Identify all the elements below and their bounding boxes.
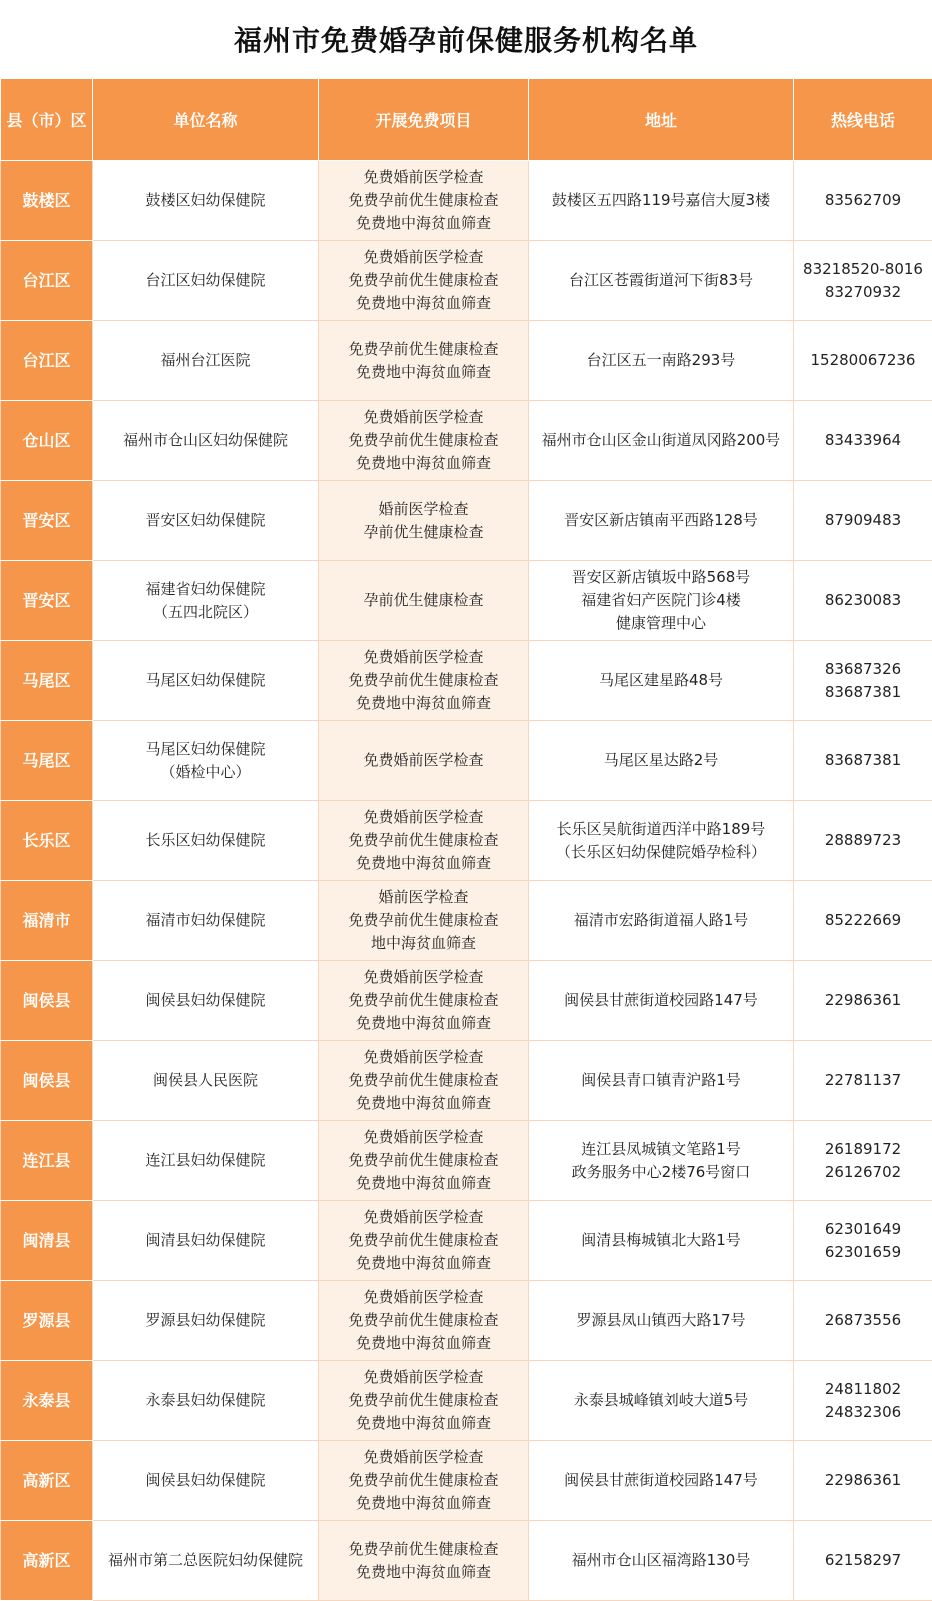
- address-line: 连江县凤城镇文笔路1号: [581, 1139, 741, 1158]
- district-cell: 高新区: [1, 1521, 93, 1601]
- district-cell: 鼓楼区: [1, 161, 93, 241]
- table-row: [1, 321, 932, 401]
- free-items-line: 婚前医学检查: [378, 499, 469, 518]
- address-cell: [529, 321, 794, 401]
- free-items-line: 免费地中海贫血筛查: [355, 1494, 491, 1512]
- district-cell: 闽侯县: [1, 961, 93, 1041]
- free-items-line: 免费地中海贫血筛查: [355, 854, 491, 872]
- unit-name-line: 福州市第二总医院妇幼保健院: [107, 1551, 303, 1569]
- hotline-line: 87909483: [824, 511, 902, 529]
- free-items-cell: [319, 1521, 529, 1601]
- table-row: [1, 641, 932, 721]
- table-row: [1, 721, 932, 801]
- header-address: 地址: [529, 79, 794, 161]
- district-cell: 福清市: [1, 881, 93, 961]
- table-row: [1, 1441, 932, 1521]
- free-items-cell: [319, 561, 529, 641]
- address-cell: [529, 961, 794, 1041]
- hotline-line: 24832306: [824, 1402, 902, 1421]
- free-items-line: 免费婚前医学检查: [363, 408, 484, 426]
- free-items-line: 免费地中海贫血筛查: [355, 362, 491, 381]
- free-items-line: 免费孕前优生健康检查: [348, 991, 499, 1009]
- hotline-line: 83687326: [824, 659, 902, 678]
- district-cell: 马尾区: [1, 641, 93, 721]
- unit-name-line: 闽侯县人民医院: [152, 1071, 258, 1089]
- unit-name-cell: [93, 481, 319, 561]
- unit-name-cell: [93, 961, 319, 1041]
- free-items-cell: [319, 1361, 529, 1441]
- hotline-cell: [794, 401, 932, 481]
- hotline-line: 83270932: [824, 282, 902, 301]
- unit-name-line: 永泰县妇幼保健院: [145, 1391, 266, 1409]
- district-cell: 长乐区: [1, 801, 93, 881]
- unit-name-line: 鼓楼区妇幼保健院: [145, 191, 266, 209]
- free-items-line: 免费地中海贫血筛查: [355, 1334, 491, 1352]
- free-items-cell: [319, 641, 529, 721]
- free-items-line: 免费孕前优生健康检查: [348, 911, 499, 929]
- free-items-line: 免费孕前优生健康检查: [348, 1071, 499, 1089]
- free-items-line: 免费地中海贫血筛查: [355, 1254, 491, 1272]
- address-line: 晋安区新店镇坂中路568号: [571, 568, 751, 586]
- hotline-line: 28889723: [824, 831, 902, 849]
- free-items-line: 孕前优生健康检查: [363, 591, 484, 609]
- table-row: [1, 561, 932, 641]
- hotline-line: 24811802: [824, 1379, 902, 1398]
- unit-name-cell: [93, 721, 319, 801]
- hotline-line: 62301649: [824, 1219, 902, 1238]
- district-cell: 台江区: [1, 241, 93, 321]
- free-items-cell: [319, 801, 529, 881]
- free-items-line: 免费孕前优生健康检查: [348, 1231, 499, 1249]
- free-items-line: 免费地中海贫血筛查: [355, 1174, 491, 1192]
- district-cell: 罗源县: [1, 1281, 93, 1361]
- free-items-line: 免费孕前优生健康检查: [348, 1539, 499, 1558]
- free-items-cell: [319, 1201, 529, 1281]
- hotline-cell: [794, 641, 932, 721]
- table-row: [1, 1281, 932, 1361]
- address-cell: [529, 241, 794, 321]
- address-line: 闽清县梅城镇北大路1号: [581, 1231, 741, 1249]
- table-row: [1, 161, 932, 241]
- unit-name-cell: [93, 241, 319, 321]
- free-items-line: 免费孕前优生健康检查: [348, 339, 499, 358]
- district-cell: 晋安区: [1, 481, 93, 561]
- hotline-line: 86230083: [824, 591, 902, 609]
- free-items-cell: [319, 961, 529, 1041]
- address-line: （长乐区妇幼保健院婚孕检科）: [555, 842, 766, 861]
- hotline-cell: [794, 561, 932, 641]
- address-cell: [529, 1201, 794, 1281]
- free-items-line: 免费地中海贫血筛查: [355, 454, 491, 472]
- unit-name-cell: [93, 801, 319, 881]
- address-line: 福州市仓山区金山街道凤冈路200号: [541, 431, 781, 449]
- hotline-line: 85222669: [824, 911, 902, 929]
- district-cell: 闽侯县: [1, 1041, 93, 1121]
- table-row: [1, 961, 932, 1041]
- hotline-cell: [794, 1041, 932, 1121]
- free-items-line: 孕前优生健康检查: [363, 522, 484, 541]
- free-items-line: 免费婚前医学检查: [363, 1048, 484, 1066]
- address-cell: [529, 881, 794, 961]
- unit-name-cell: [93, 321, 319, 401]
- address-cell: [529, 1441, 794, 1521]
- district-cell: 台江区: [1, 321, 93, 401]
- hotline-line: 22986361: [824, 1471, 902, 1489]
- free-items-line: 免费地中海贫血筛查: [355, 294, 491, 312]
- free-items-line: 免费孕前优生健康检查: [348, 191, 499, 209]
- free-items-line: 免费地中海贫血筛查: [355, 1094, 491, 1112]
- free-items-cell: [319, 401, 529, 481]
- address-cell: [529, 1361, 794, 1441]
- hotline-line: 83562709: [824, 191, 902, 209]
- address-line: 长乐区吴航街道西洋中路189号: [556, 819, 766, 838]
- table-row: [1, 1201, 932, 1281]
- free-items-line: 免费孕前优生健康检查: [348, 1471, 499, 1489]
- district-cell: 马尾区: [1, 721, 93, 801]
- hotline-cell: [794, 1281, 932, 1361]
- address-line: 罗源县凤山镇西大路17号: [576, 1311, 746, 1329]
- address-line: 永泰县城峰镇刘岐大道5号: [573, 1391, 749, 1409]
- district-cell: 连江县: [1, 1121, 93, 1201]
- hotline-cell: [794, 241, 932, 321]
- institution-table: [0, 78, 932, 1601]
- free-items-line: 免费婚前医学检查: [363, 168, 484, 186]
- free-items-line: 免费婚前医学检查: [363, 648, 484, 666]
- hotline-cell: [794, 161, 932, 241]
- address-line: 政务服务中心2楼76号窗口: [571, 1162, 751, 1181]
- free-items-line: 免费婚前医学检查: [363, 248, 484, 266]
- address-cell: [529, 561, 794, 641]
- free-items-line: 免费婚前医学检查: [363, 968, 484, 986]
- free-items-line: 免费婚前医学检查: [363, 1208, 484, 1226]
- table-row: [1, 401, 932, 481]
- address-cell: [529, 1521, 794, 1601]
- free-items-cell: [319, 321, 529, 401]
- unit-name-cell: [93, 161, 319, 241]
- table-row: [1, 1521, 932, 1601]
- table-row: [1, 241, 932, 321]
- table-row: [1, 801, 932, 881]
- hotline-cell: [794, 1201, 932, 1281]
- hotline-line: 83687381: [824, 682, 902, 701]
- unit-name-line: 闽侯县妇幼保健院: [145, 1471, 266, 1489]
- hotline-line: 62301659: [824, 1242, 902, 1261]
- unit-name-line: 福州台江医院: [160, 351, 251, 369]
- table-body: [1, 161, 932, 1601]
- unit-name-line: 闽清县妇幼保健院: [145, 1231, 266, 1249]
- table-header-row: [1, 79, 932, 161]
- header-free-items: 开展免费项目: [319, 79, 529, 161]
- free-items-cell: [319, 1441, 529, 1521]
- district-cell: 仓山区: [1, 401, 93, 481]
- free-items-line: 免费地中海贫血筛查: [355, 1014, 491, 1032]
- hotline-cell: [794, 1121, 932, 1201]
- unit-name-cell: [93, 1121, 319, 1201]
- unit-name-line: 福清市妇幼保健院: [145, 911, 266, 929]
- table-row: [1, 1361, 932, 1441]
- free-items-line: 免费孕前优生健康检查: [348, 1311, 499, 1329]
- header-unit-name: 单位名称: [93, 79, 319, 161]
- hotline-line: 26126702: [824, 1162, 902, 1181]
- free-items-cell: [319, 881, 529, 961]
- hotline-line: 15280067236: [810, 351, 916, 369]
- district-cell: 闽清县: [1, 1201, 93, 1281]
- address-line: 闽侯县甘蔗街道校园路147号: [564, 1471, 758, 1489]
- free-items-line: 免费地中海贫血筛查: [355, 694, 491, 712]
- unit-name-line: 闽侯县妇幼保健院: [145, 991, 266, 1009]
- table-row: [1, 481, 932, 561]
- address-cell: [529, 401, 794, 481]
- unit-name-cell: [93, 881, 319, 961]
- address-line: 福建省妇产医院门诊4楼: [581, 591, 741, 609]
- address-line: 闽侯县甘蔗街道校园路147号: [564, 991, 758, 1009]
- district-cell: 永泰县: [1, 1361, 93, 1441]
- unit-name-line: 马尾区妇幼保健院: [145, 739, 266, 758]
- unit-name-cell: [93, 1441, 319, 1521]
- hotline-line: 62158297: [824, 1551, 902, 1569]
- hotline-cell: [794, 1441, 932, 1521]
- address-cell: [529, 801, 794, 881]
- unit-name-cell: [93, 561, 319, 641]
- free-items-line: 免费婚前医学检查: [363, 808, 484, 826]
- hotline-cell: [794, 1361, 932, 1441]
- unit-name-line: 连江县妇幼保健院: [145, 1151, 266, 1169]
- free-items-line: 免费孕前优生健康检查: [348, 1391, 499, 1409]
- address-cell: [529, 481, 794, 561]
- hotline-line: 83433964: [824, 431, 902, 449]
- unit-name-cell: [93, 401, 319, 481]
- unit-name-cell: [93, 1521, 319, 1601]
- free-items-line: 免费地中海贫血筛查: [355, 214, 491, 232]
- address-cell: [529, 1041, 794, 1121]
- address-line: 健康管理中心: [615, 614, 706, 632]
- hotline-line: 83687381: [824, 751, 902, 769]
- free-items-cell: [319, 1121, 529, 1201]
- address-line: 台江区苍霞街道河下街83号: [568, 271, 754, 289]
- free-items-line: 婚前医学检查: [378, 888, 469, 906]
- address-line: 闽侯县青口镇青沪路1号: [581, 1071, 741, 1089]
- free-items-cell: [319, 721, 529, 801]
- free-items-line: 免费孕前优生健康检查: [348, 1151, 499, 1169]
- hotline-cell: [794, 961, 932, 1041]
- hotline-cell: [794, 721, 932, 801]
- address-cell: [529, 1121, 794, 1201]
- unit-name-line: 罗源县妇幼保健院: [145, 1311, 266, 1329]
- free-items-line: 免费地中海贫血筛查: [355, 1562, 491, 1581]
- header-hotline: 热线电话: [794, 79, 932, 161]
- unit-name-line: 福州市仓山区妇幼保健院: [122, 431, 288, 449]
- header-district: 县（市）区: [1, 79, 93, 161]
- free-items-line: 免费孕前优生健康检查: [348, 831, 499, 849]
- hotline-line: 22781137: [824, 1071, 902, 1089]
- unit-name-cell: [93, 1361, 319, 1441]
- free-items-line: 免费婚前医学检查: [363, 1368, 484, 1386]
- unit-name-cell: [93, 641, 319, 721]
- hotline-cell: [794, 321, 932, 401]
- unit-name-line: 长乐区妇幼保健院: [145, 831, 266, 849]
- free-items-cell: [319, 161, 529, 241]
- district-cell: 晋安区: [1, 561, 93, 641]
- free-items-line: 免费婚前医学检查: [363, 751, 484, 769]
- address-line: 马尾区建星路48号: [598, 671, 724, 689]
- free-items-line: 免费婚前医学检查: [363, 1288, 484, 1306]
- address-cell: [529, 721, 794, 801]
- page-title: 福州市免费婚孕前保健服务机构名单: [233, 24, 698, 57]
- table-row: [1, 881, 932, 961]
- district-cell: 高新区: [1, 1441, 93, 1521]
- hotline-cell: [794, 801, 932, 881]
- hotline-line: 26189172: [824, 1139, 902, 1158]
- free-items-cell: [319, 241, 529, 321]
- address-cell: [529, 1281, 794, 1361]
- hotline-cell: [794, 481, 932, 561]
- table-row: [1, 1041, 932, 1121]
- free-items-cell: [319, 1041, 529, 1121]
- hotline-line: 26873556: [824, 1311, 902, 1329]
- unit-name-line: （婚检中心）: [160, 762, 251, 781]
- hotline-cell: [794, 881, 932, 961]
- unit-name-cell: [93, 1281, 319, 1361]
- free-items-line: 免费孕前优生健康检查: [348, 271, 499, 289]
- unit-name-line: 晋安区妇幼保健院: [145, 511, 266, 529]
- unit-name-line: 马尾区妇幼保健院: [145, 671, 266, 689]
- address-line: 鼓楼区五四路119号嘉信大厦3楼: [551, 191, 771, 209]
- free-items-line: 免费孕前优生健康检查: [348, 431, 499, 449]
- table-row: [1, 1121, 932, 1201]
- unit-name-line: 台江区妇幼保健院: [145, 271, 266, 289]
- free-items-line: 免费孕前优生健康检查: [348, 671, 499, 689]
- unit-name-cell: [93, 1201, 319, 1281]
- unit-name-cell: [93, 1041, 319, 1121]
- free-items-cell: [319, 1281, 529, 1361]
- free-items-line: 免费地中海贫血筛查: [355, 1414, 491, 1432]
- free-items-line: 免费婚前医学检查: [363, 1448, 484, 1466]
- free-items-cell: [319, 481, 529, 561]
- address-cell: [529, 161, 794, 241]
- free-items-line: 免费婚前医学检查: [363, 1128, 484, 1146]
- address-line: 福清市宏路街道福人路1号: [573, 911, 749, 929]
- hotline-line: 22986361: [824, 991, 902, 1009]
- address-line: 晋安区新店镇南平西路128号: [564, 511, 758, 529]
- hotline-cell: [794, 1521, 932, 1601]
- address-line: 福州市仓山区福湾路130号: [571, 1551, 751, 1569]
- address-line: 马尾区星达路2号: [603, 751, 719, 769]
- free-items-line: 地中海贫血筛查: [370, 934, 476, 952]
- hotline-line: 83218520-8016: [803, 259, 923, 278]
- unit-name-line: 福建省妇幼保健院: [145, 579, 266, 598]
- address-line: 台江区五一南路293号: [586, 351, 736, 369]
- unit-name-line: （五四北院区）: [152, 602, 258, 621]
- address-cell: [529, 641, 794, 721]
